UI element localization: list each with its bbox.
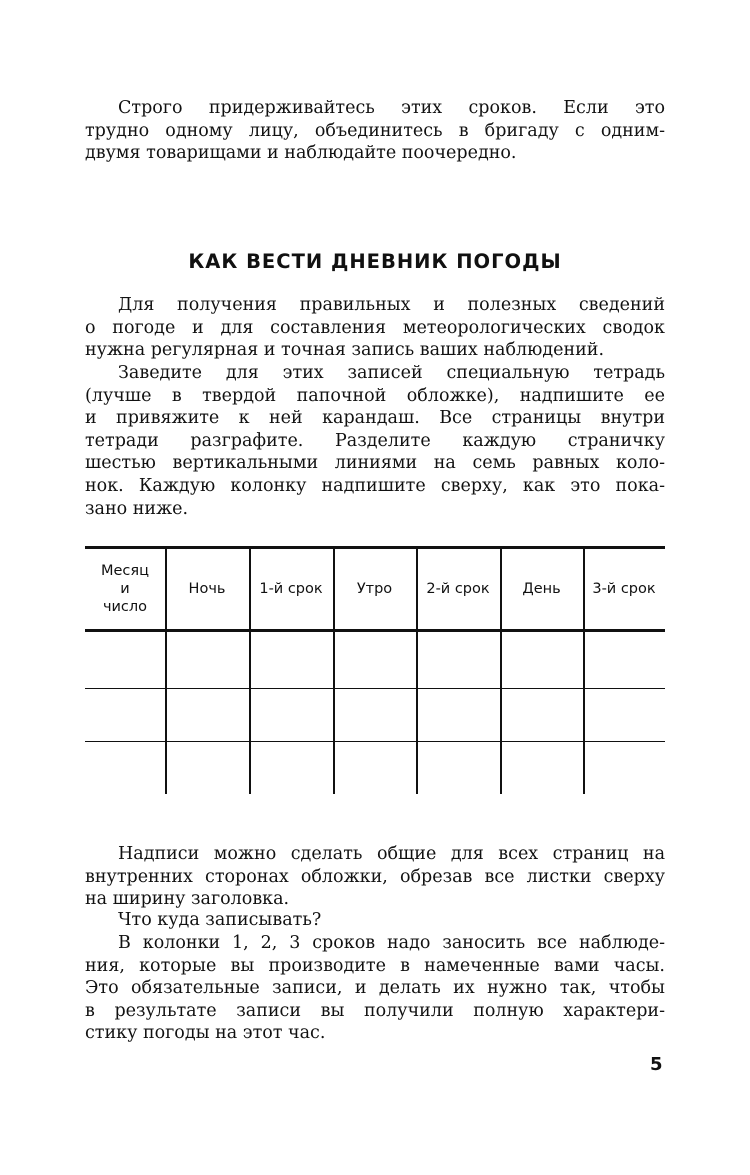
text-line: зано ниже.	[85, 498, 189, 519]
paragraph-question	[85, 909, 665, 932]
text-line: Надписи можно сделать общие для всех страниц на	[118, 844, 665, 864]
text-line: трудно одному лицу, объединитесь в бригаду с одним-	[85, 120, 665, 141]
header-line: и	[120, 581, 130, 597]
text-line: о погоде и для составления метеорологических сводок	[85, 317, 665, 338]
text-line: В колонки 1, 2, 3 сроков надо заносить все наблюде-	[118, 933, 665, 953]
page-number: 5	[650, 1054, 663, 1075]
paragraph-intro	[85, 294, 665, 362]
text-line: ния, которые вы производите в намеченные вами часы.	[85, 955, 665, 976]
text-line: стику погоды на этот час.	[85, 1023, 326, 1044]
table-row-rule	[85, 741, 665, 742]
text-line: Строго придерживайтесь этих сроков. Если это	[118, 98, 665, 118]
header-line: Месяц	[101, 563, 149, 579]
text-line: Это обязательные записи, и делать их нужно так, чтобы	[85, 978, 665, 999]
text-line: шестью вертикальными линиями на семь равных коло-	[85, 453, 665, 474]
text-line: (лучше в твердой папочной обложке), надпишите ее	[85, 385, 665, 406]
paragraph-cover-labels	[85, 843, 665, 911]
text-line: в результате записи вы получили полную характери-	[85, 1000, 665, 1021]
text-line: внутренних сторонах обложки, обрезав все листки сверху	[85, 866, 665, 887]
table-row-rule	[85, 688, 665, 689]
text-line: на ширину заголовка.	[85, 889, 290, 910]
section-heading: КАК ВЕСТИ ДНЕВНИК ПОГОДЫ	[188, 250, 562, 273]
table-header-second-period: 2-й срок	[426, 581, 490, 597]
table-header-first-period: 1-й срок	[259, 581, 323, 597]
text-line: тетради разграфите. Разделите каждую страничку	[85, 430, 665, 451]
table-header-third-period: 3-й срок	[592, 581, 656, 597]
text-line: двумя товарищами и наблюдайте поочередно.	[85, 143, 517, 164]
text-line: и привяжите к ней карандаш. Все страницы внутри	[85, 408, 665, 429]
table-header-month-day	[85, 549, 165, 629]
paragraph-observation-schedule	[85, 97, 665, 165]
text-line: Для получения правильных и полезных сведений	[118, 295, 665, 315]
header-line: число	[102, 599, 148, 615]
text-line: Что куда записывать?	[118, 910, 322, 930]
table-header-night: Ночь	[188, 581, 226, 597]
table-header-day: День	[522, 581, 561, 597]
text-line: Заведите для этих записей специальную тетрадь	[118, 363, 665, 383]
table-header-rule	[85, 629, 665, 632]
paragraph-notebook-instructions	[85, 362, 665, 520]
text-line: нок. Каждую колонку надпишите сверху, как это пока-	[85, 475, 665, 496]
table-header-morning: Утро	[356, 581, 393, 597]
text-line: нужна регулярная и точная запись ваших наблюдений.	[85, 340, 605, 361]
paragraph-columns-explanation	[85, 932, 665, 1045]
